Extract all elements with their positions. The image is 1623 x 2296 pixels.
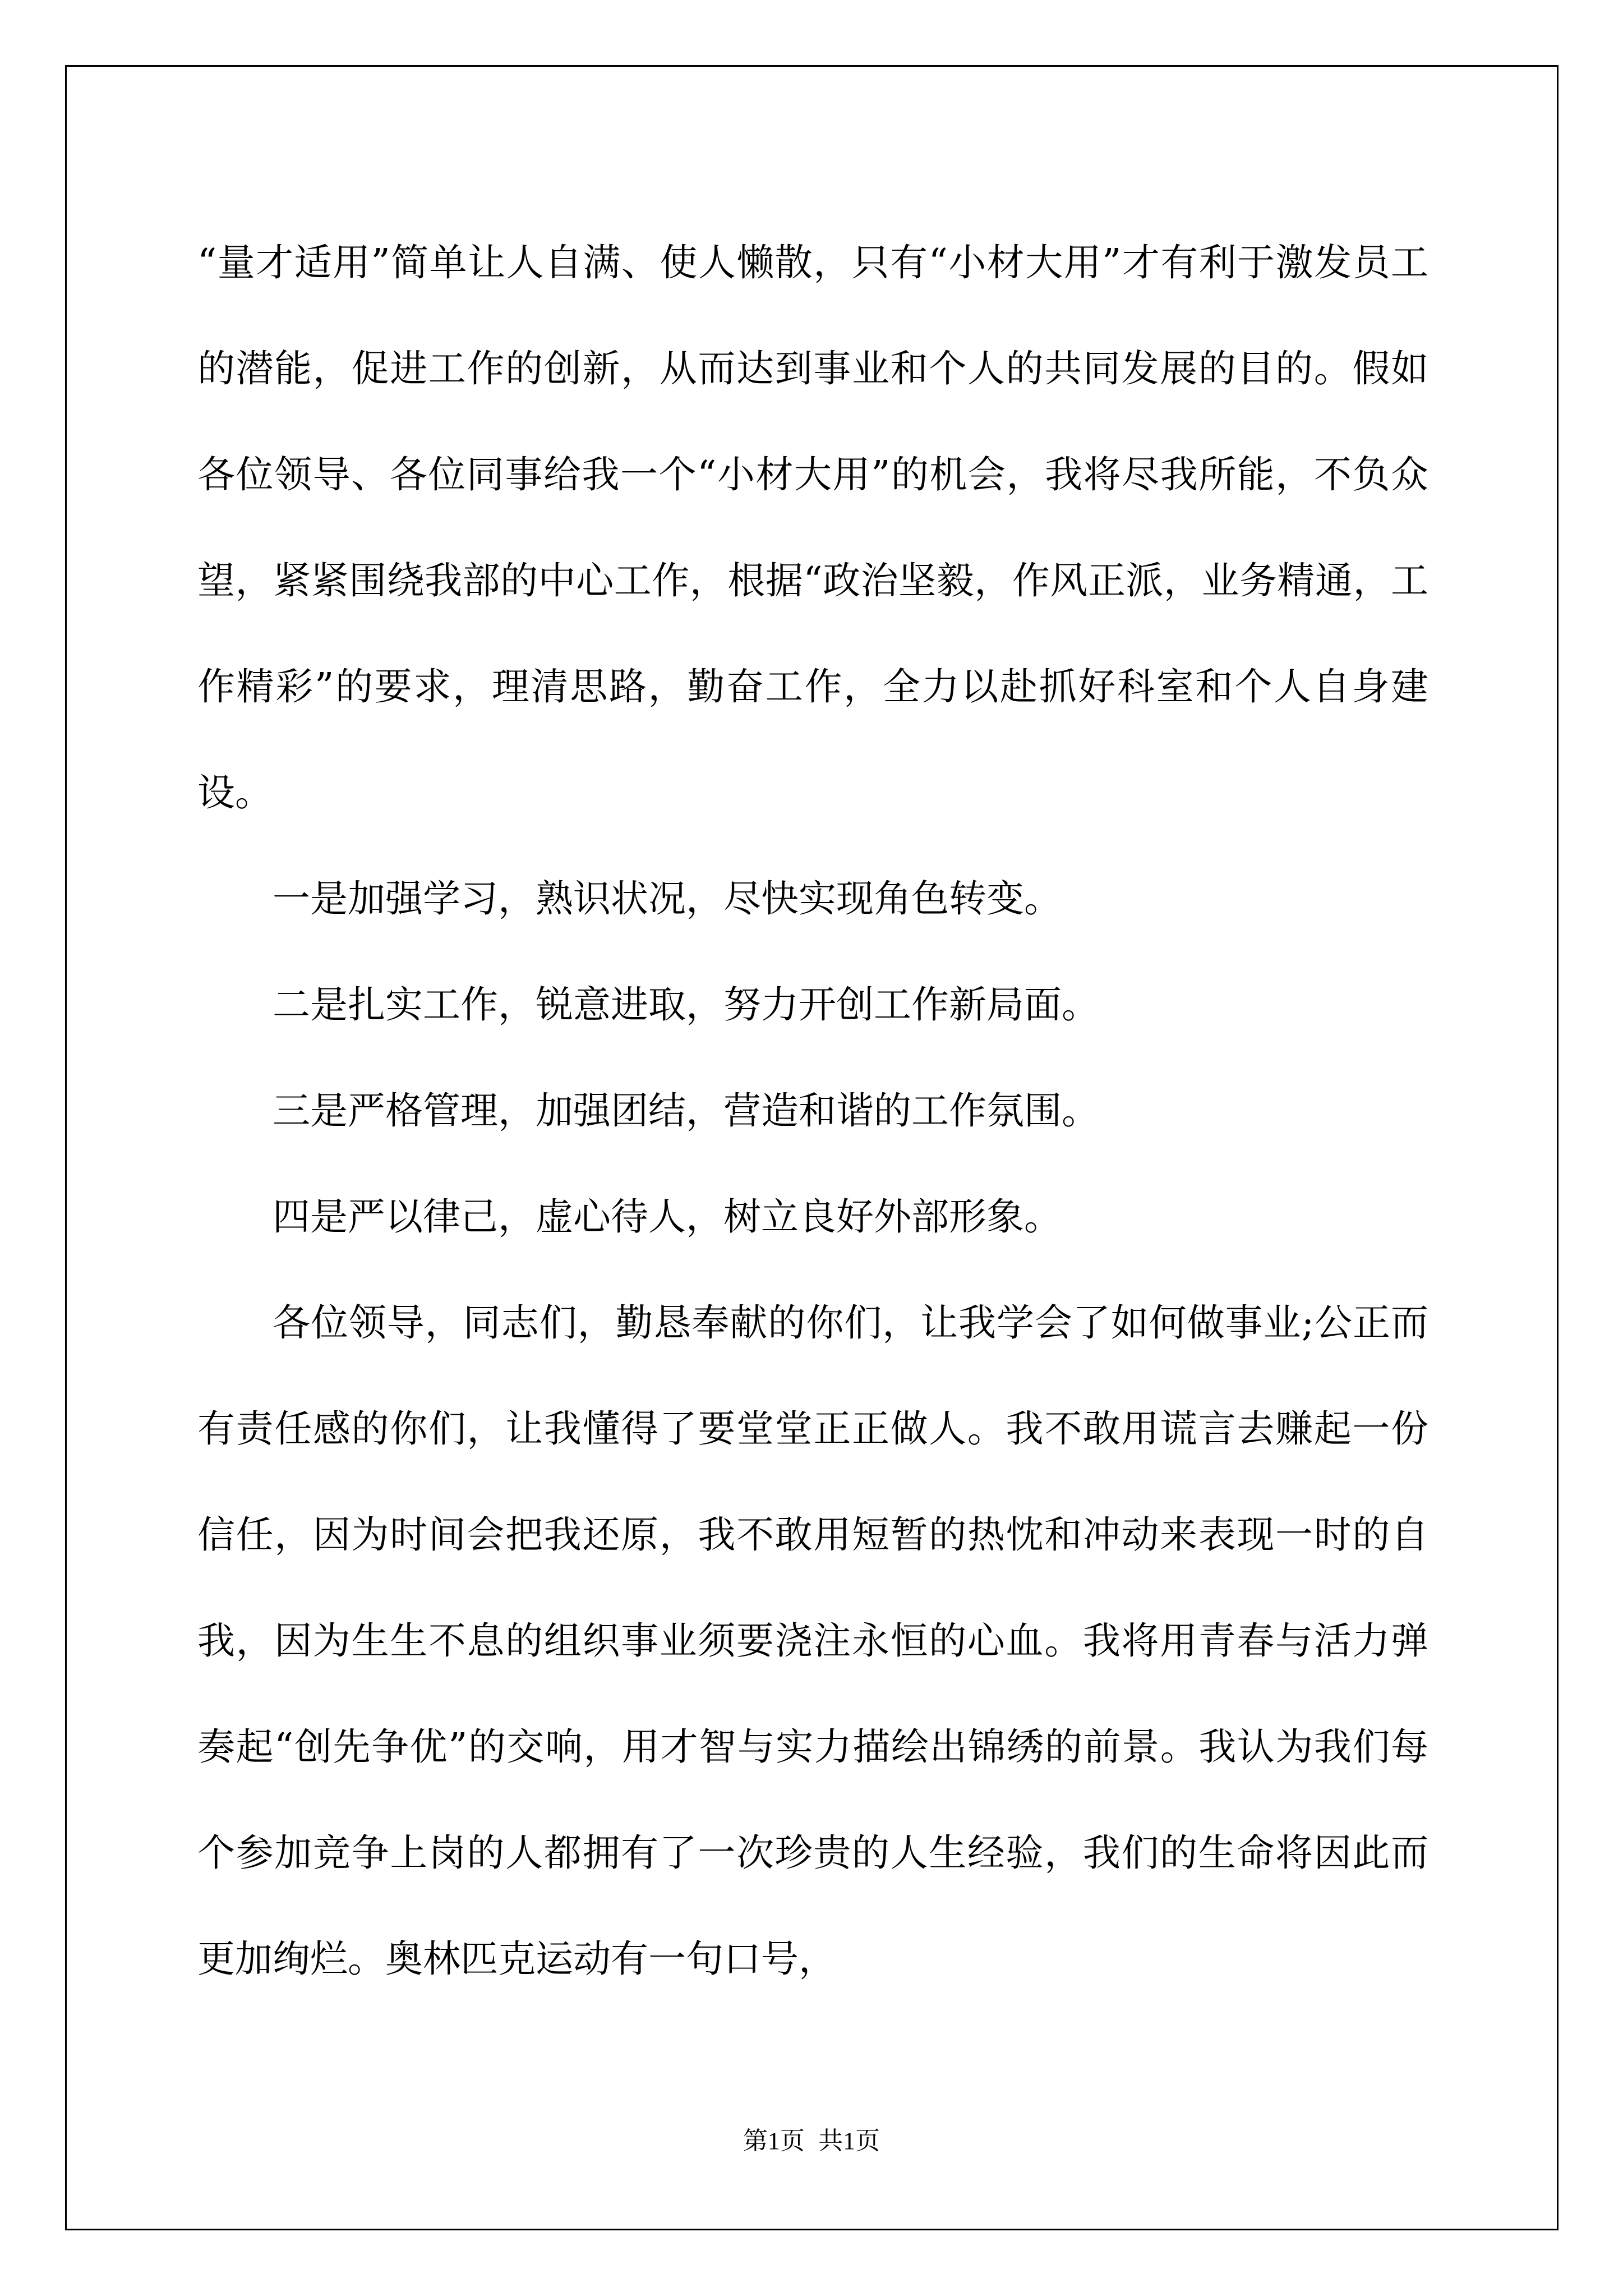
paragraph-point-3: 三是严格管理，加强团结，营造和谐的工作氛围。 <box>273 1089 1099 1133</box>
paragraph-closing: 各位领导，同志们，勤恳奉献的你们，让我学会了如何做事业;公正而有责任感的你们，让我懂得了要堂堂正正做人。我不敢用谎言去赚起一份信任，因为时间会把我还原，我不敢用短暂的热忱和冲动来表现一时的自我，因为生生不息的组织事业须要浇注永恒的心血。我将用青春与活力弹奏起“创先争优”的交响，用才智与实力描绘出锦绣的前景。我认为我们每个参加竞争上岗的人都拥有了一次珍贵的人生经验，我们的生命将因此而更加绚烂。奥林匹克运动有一句口号， <box>197 1301 1428 1981</box>
page-number-footer: 第1页 共1页 <box>743 2127 880 2155</box>
paragraph-intro: “量才适用”简单让人自满、使人懒散，只有“小材大用”才有利于激发员工的潜能，促进工作的创新，从而达到事业和个人的共同发展的目的。假如各位领导、各位同事给我一个“小材大用”的机会，我将尽我所能，不负众望，紧紧围绕我部的中心工作，根据“政治坚毅，作风正派，业务精通，工作精彩”的要求，理清思路，勤奋工作，全力以赴抓好科室和个人自身建设。 <box>197 241 1428 815</box>
document-body <box>197 210 1428 2012</box>
paragraph-point-1: 一是加强学习，熟识状况，尽快实现角色转变。 <box>273 877 1062 921</box>
paragraph-point-4: 四是严以律己，虚心待人，树立良好外部形象。 <box>273 1195 1062 1239</box>
paragraph-point-2: 二是扎实工作，锐意进取，努力开创工作新局面。 <box>273 983 1099 1027</box>
